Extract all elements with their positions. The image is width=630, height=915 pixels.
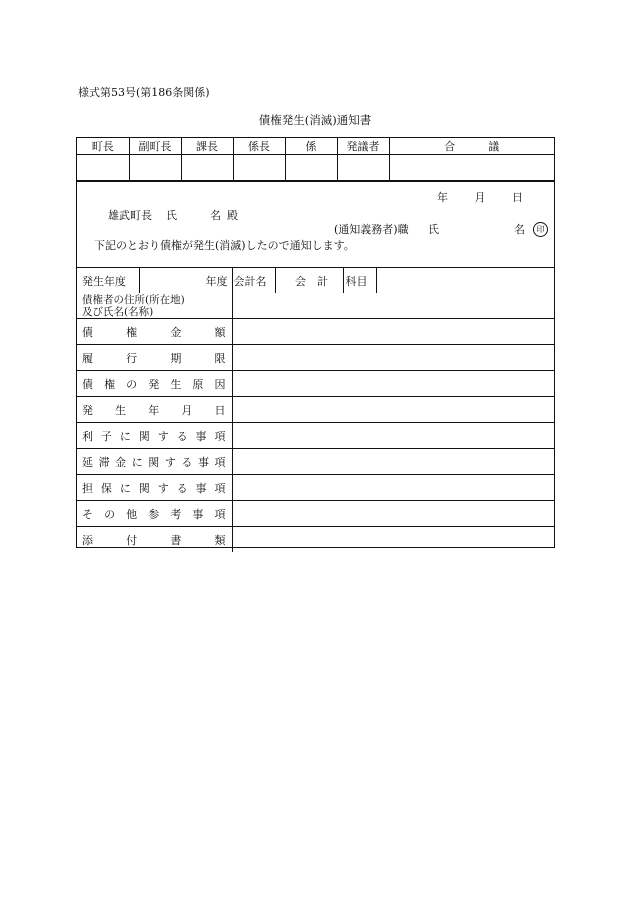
- label-char: 履: [82, 351, 93, 365]
- row-label-creditor: 債権者の住所(所在地) 及び氏名(名称): [77, 293, 232, 319]
- label-char: 債: [82, 377, 93, 391]
- label-char: 月: [181, 403, 193, 417]
- label-char: る: [176, 481, 188, 495]
- label-char: る: [181, 455, 193, 469]
- label-char: 事: [192, 507, 204, 521]
- label-char: に: [131, 455, 143, 469]
- label-char: に: [119, 481, 131, 495]
- row-value-interest[interactable]: [232, 423, 554, 449]
- approval-stamp-cell[interactable]: [181, 155, 233, 181]
- label-char: 金: [115, 455, 127, 469]
- label-char: そ: [82, 507, 93, 521]
- label-char: す: [157, 481, 169, 495]
- row-value-amount[interactable]: [232, 319, 554, 345]
- row-label-other: [77, 501, 232, 527]
- approval-stamp-cell[interactable]: [129, 155, 181, 181]
- approval-header-consultation: 合 議: [389, 138, 554, 155]
- label-char: 生: [170, 377, 182, 391]
- label-char: す: [157, 429, 169, 443]
- label-char: 関: [138, 481, 150, 495]
- label-char: 項: [214, 429, 226, 443]
- label-char: 項: [214, 455, 226, 469]
- row-label-text: [82, 402, 232, 418]
- notifier-name-first-label: 氏: [428, 223, 439, 236]
- label-char: 生: [115, 403, 127, 417]
- label-char: 利: [82, 429, 93, 443]
- account-field[interactable]: [275, 268, 343, 293]
- label-char: 関: [138, 429, 150, 443]
- issue-year-field[interactable]: [139, 268, 232, 293]
- item-field[interactable]: [376, 268, 554, 293]
- label-char: 関: [148, 455, 160, 469]
- date-month-unit: 月: [474, 191, 486, 204]
- notice-statement: 下記のとおり債権が発生(消滅)したので通知します。: [94, 239, 355, 252]
- row-label-text: [82, 324, 232, 340]
- label-char: 事: [195, 429, 207, 443]
- row-label-text: [82, 376, 232, 392]
- label-char: 項: [214, 481, 226, 495]
- row-label-text: [82, 350, 232, 366]
- label-char: 原: [192, 377, 204, 391]
- label-char: 権: [104, 377, 116, 391]
- label-char: 参: [148, 507, 160, 521]
- label-char: の: [126, 377, 138, 391]
- row-value-cause[interactable]: [232, 371, 554, 397]
- label-char: に: [119, 429, 131, 443]
- notifier-role: (通知義務者)職: [334, 223, 409, 236]
- addressee-office: 雄武町長: [108, 209, 152, 222]
- approval-stamp-cell[interactable]: [77, 155, 129, 181]
- approval-stamp-cell[interactable]: [285, 155, 337, 181]
- label-char: の: [104, 507, 116, 521]
- label-char: 添: [82, 533, 93, 547]
- document-title: 債権発生(消滅)通知書: [258, 113, 372, 127]
- addressee-honorific: 殿: [227, 209, 238, 222]
- approval-header-staff: 係: [285, 138, 337, 155]
- approval-header-subsection-chief: 係長: [233, 138, 285, 155]
- row-value-collateral[interactable]: [232, 475, 554, 501]
- label-char: 書: [170, 533, 182, 547]
- row-label-text: [82, 428, 232, 444]
- notifier-name-last-label: 名: [514, 223, 525, 236]
- row-value-creditor[interactable]: [232, 293, 554, 319]
- addressee-name-label: 氏 名: [166, 209, 221, 222]
- date-year-unit: 年: [437, 191, 448, 204]
- issue-year-unit: 年度: [205, 274, 228, 288]
- issue-year-label: 発生年度: [77, 268, 139, 293]
- label-char: 金: [170, 325, 182, 339]
- notifier-name-field[interactable]: [428, 221, 548, 237]
- label-char: 考: [170, 507, 182, 521]
- row-label-cause: [77, 371, 232, 397]
- label-char: 年: [148, 403, 160, 417]
- row-value-late-fee[interactable]: [232, 449, 554, 475]
- label-char: 子: [100, 429, 112, 443]
- label-char: る: [176, 429, 188, 443]
- label-char: 期: [170, 351, 182, 365]
- label-char: 事: [197, 455, 209, 469]
- label-char: 滞: [98, 455, 110, 469]
- date-day-unit: 日: [512, 191, 523, 204]
- label-char: 債: [82, 325, 93, 339]
- label-char: 延: [82, 455, 93, 469]
- label-char: 額: [214, 325, 226, 339]
- approval-stamp-cell[interactable]: [389, 155, 554, 181]
- row-label-text: [82, 506, 232, 522]
- approval-header-section-chief: 課長: [181, 138, 233, 155]
- row-label-amount: [77, 319, 232, 345]
- row-label-attachments: [77, 527, 232, 553]
- label-char: 項: [214, 507, 226, 521]
- label-char: 日: [214, 403, 226, 417]
- label-char: 他: [126, 507, 138, 521]
- addressee: [108, 207, 238, 223]
- account-name-label: 会計名: [232, 268, 275, 293]
- label-char: 権: [126, 325, 138, 339]
- claim-details-table: [77, 293, 554, 552]
- approval-stamp-cell[interactable]: [337, 155, 389, 181]
- row-label-interest: [77, 423, 232, 449]
- label-char: 付: [126, 533, 138, 547]
- row-value-attachments[interactable]: [232, 527, 554, 553]
- label-char: す: [164, 455, 176, 469]
- approval-table: [77, 138, 554, 181]
- row-label-text: [82, 480, 232, 496]
- row-value-date[interactable]: [232, 397, 554, 423]
- label-char: 事: [195, 481, 207, 495]
- label-char: 類: [214, 533, 226, 547]
- row-value-deadline[interactable]: [232, 345, 554, 371]
- label-char: 発: [148, 377, 160, 391]
- approval-stamp-cell[interactable]: [233, 155, 285, 181]
- row-label-collateral: [77, 475, 232, 501]
- row-label-text: [82, 532, 232, 548]
- row-value-other[interactable]: [232, 501, 554, 527]
- notice-date[interactable]: [437, 189, 523, 205]
- row-label-late-fee: [77, 449, 232, 475]
- label-char: 発: [82, 403, 93, 417]
- account-unit: 会 計: [295, 274, 328, 288]
- approval-header-proposer: 発議者: [337, 138, 389, 155]
- label-char: 因: [214, 377, 226, 391]
- seal-icon: 印: [533, 222, 548, 237]
- row-label-text: [82, 454, 232, 470]
- label-char: 担: [82, 481, 93, 495]
- label-char: 限: [214, 351, 226, 365]
- label-char: 行: [126, 351, 138, 365]
- label-char: 保: [100, 481, 112, 495]
- approval-header-mayor: 町長: [77, 138, 129, 155]
- detail-table: [77, 268, 554, 293]
- row-label-deadline: [77, 345, 232, 371]
- form-number-label: 様式第53号(第186条関係): [78, 86, 210, 99]
- approval-header-deputy-mayor: 副町長: [129, 138, 181, 155]
- row-label-date: [77, 397, 232, 423]
- item-label: 科目: [343, 268, 376, 293]
